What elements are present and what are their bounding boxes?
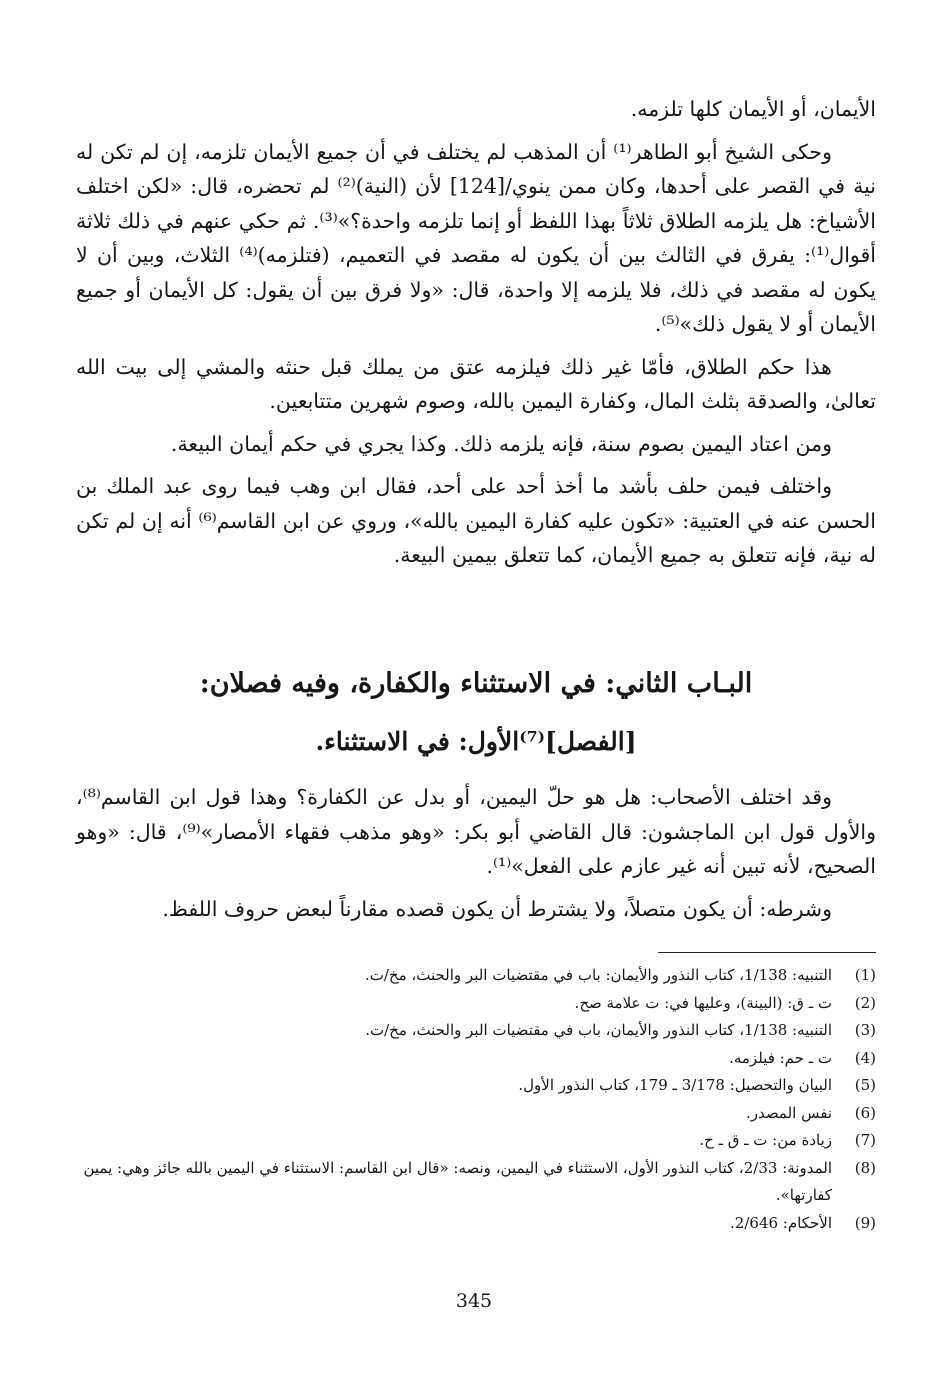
footnote-separator [658, 952, 876, 953]
paragraph: ومن اعتاد اليمين بصوم سنة، فإنه يلزمه ذلك. وكذا يجري في حكم أيمان البيعة. [170, 431, 832, 456]
footnote [76, 1045, 876, 1073]
footnote [76, 1155, 876, 1210]
footnote-text: المدونة: 2/33، كتاب النذور الأول، الاستثناء في اليمين، ونصه: «قال ابن القاسم: الاستثناء في اليمين بالله جائز وهي: يمين كفارتها». [83, 1158, 832, 1204]
footnote-text: نفس المصدر. [746, 1103, 832, 1122]
main-text-block [76, 92, 876, 581]
page-number: 345 [455, 1290, 493, 1312]
footnote-text: الأحكام: 2/646. [730, 1213, 832, 1232]
footnote-text: التنبيه: 1/138، كتاب النذور والأيمان، باب في مقتضيات البر والحنث، مخ/ت. [365, 1021, 832, 1039]
section-text-block [76, 780, 876, 934]
footnote [76, 1072, 876, 1100]
paragraph: وقد اختلف الأصحاب: هل هو حلّ اليمين، أو بدل عن الكفارة؟ وهذا قول ابن القاسم⁽⁸⁾، والأول قول ابن الماجشون: قال القاضي أبو بكر: «وهو مذهب فقهاء الأمصار»⁽⁹⁾، قال: «وهو الصحيح، لأنه تبين أنه غير عازم على الفعل»⁽¹⁾. [76, 785, 876, 878]
footnote [76, 1127, 876, 1155]
footnote-number: (7) [854, 1131, 876, 1149]
footnote-number: (4) [854, 1048, 876, 1067]
footnote-text: التنبيه: 1/138، كتاب النذور والأيمان: باب في مقتضيات البر والحنث، مخ/ت. [364, 966, 832, 984]
paragraph: وشرطه: أن يكون متصلاً، ولا يشترط أن يكون قصده مقارناً لبعض حروف اللفظ. [162, 896, 832, 921]
paragraph: هذا حكم الطلاق، فأمّا غير ذلك فيلزمه عتق من يملك قبل حنثه والمشي إلى بيت الله تعالىٰ، والصدقة بثلث المال، وكفارة اليمين بالله، وصوم شهرين متتابعين. [76, 354, 876, 413]
footnote-number: (5) [854, 1076, 876, 1094]
footnote-number: (6) [854, 1103, 876, 1122]
footnote [76, 1100, 876, 1128]
paragraph: واختلف فيمن حلف بأشد ما أخذ أحد على أحد، فقال ابن وهب فيما روى عبد الملك بن الحسن عنه في العتبية: «تكون عليه كفارة اليمين بالله»، وروي عن ابن القاسم⁽⁶⁾ أنه إن لم تكن له نية، فإنه تتعلق به جميع الأيمان، كما تتعلق بيمين البيعة. [76, 474, 877, 567]
section-heading: [الفصل]⁽⁷⁾الأول: في الاستثناء. [315, 727, 637, 756]
paragraph: الأيمان، أو الأيمان كلها تلزمه. [630, 97, 876, 121]
footnote [76, 962, 876, 990]
footnote-text: ت ـ ق: (البينة)، وعليها في: ت علامة صح. [574, 993, 832, 1012]
footnote [76, 990, 876, 1018]
footnote-number: (9) [854, 1213, 876, 1232]
footnote-number: (1) [854, 966, 876, 984]
footnote [76, 1210, 876, 1238]
footnote-number: (2) [854, 993, 876, 1012]
footnotes-block [76, 962, 876, 1237]
footnote-text: البيان والتحصيل: 3/178 ـ 179، كتاب النذور الأول. [518, 1076, 832, 1094]
chapter-heading: البـاب الثاني: في الاستثناء والكفارة، وفيه فصلان: [199, 668, 753, 699]
footnote [76, 1017, 876, 1045]
paragraph: وحكى الشيخ أبو الطاهر⁽¹⁾ أن المذهب لم يختلف في أن جميع الأيمان تلزمه، إن لم تكن له نية في القصر على أحدها، وكان ممن ينوي/[124] لأن (النية)⁽²⁾ لم تحضره، قال: «لكن اختلف الأشياخ: هل يلزمه الطلاق ثلاثاً بهذا اللفظ أو إنما تلزمه واحدة؟»⁽³⁾. ثم حكي عنهم في ذلك ثلاثة أقوال⁽¹⁾: يفرق في الثالث بين أن يكون له مقصد في التعميم، (فتلزمه)⁽⁴⁾ الثلاث، وبين أن لا يكون له مقصد في ذلك، فلا يلزمه إلا واحدة، قال: «ولا فرق بين أن يقول: كل الأيمان أو جميع الأيمان أو لا يقول ذلك»⁽⁵⁾. [76, 139, 876, 336]
footnote-number: (3) [854, 1021, 876, 1039]
footnote-text: زيادة من: ت ـ ق ـ ح. [699, 1131, 832, 1149]
footnote-number: (8) [854, 1158, 876, 1177]
footnote-text: ت ـ حم: فيلزمه. [729, 1048, 832, 1067]
